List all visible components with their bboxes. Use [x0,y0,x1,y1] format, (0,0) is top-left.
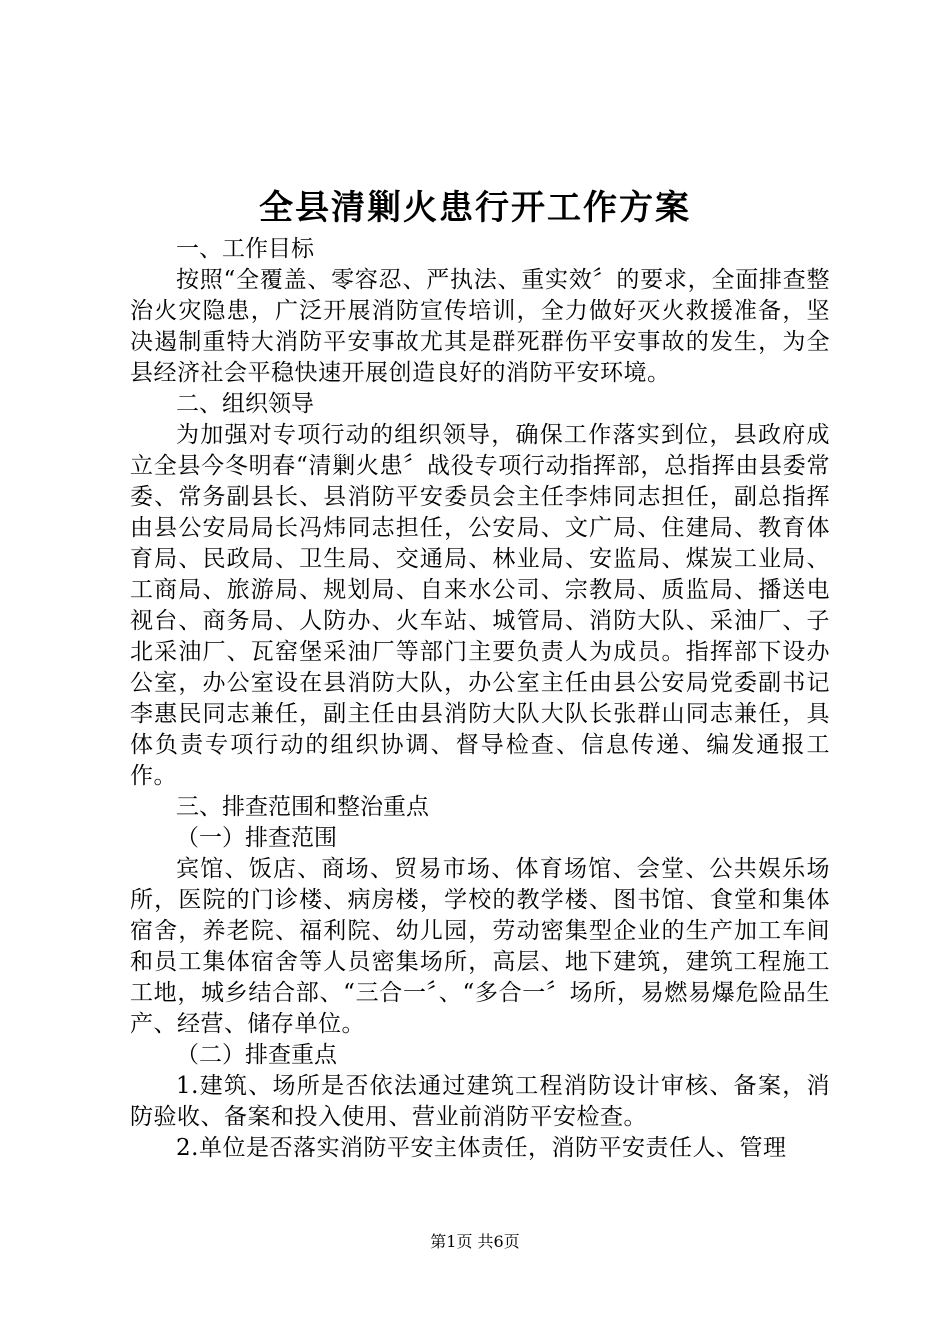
subsection-heading-scope: （一）排查范围 [176,825,337,851]
document-body [130,234,830,1164]
paragraph-focus-item-2: 2.单位是否落实消防平安主体责任，消防平安责任人、管理 [176,1135,787,1161]
section-heading-leadership: 二、组织领导 [176,391,314,417]
paragraph-scope: 宾馆、饭店、商场、贸易市场、体育场馆、会堂、公共娱乐场所，医院的门诊楼、病房楼，学校的教学楼、图书馆、食堂和集体宿舍，养老院、福利院、幼儿园，劳动密集型企业的生产加工车间和员工集体宿舍等人员密集场所，高层、地下建筑，建筑工程施工工地，城乡结合部、“三合一〞、“多合一〞场所，易燃易爆危险品生产、经营、储存单位。 [130,856,830,1037]
paragraph-leadership: 为加强对专项行动的组织领导，确保工作落实到位，县政府成立全县今冬明春“清剿火患〞战役专项行动指挥部，总指挥由县委常委、常务副县长、县消防平安委员会主任李炜同志担任，副总指挥由县公安局局长冯炜同志担任，公安局、文广局、住建局、教育体育局、民政局、卫生局、交通局、林业局、安监局、煤炭工业局、工商局、旅游局、规划局、自来水公司、宗教局、质监局、播送电视台、商务局、人防办、火车站、城管局、消防大队、采油厂、子北采油厂、瓦窑堡采油厂等部门主要负责人为成员。指挥部下设办公室，办公室设在县消防大队，办公室主任由县公安局党委副书记李惠民同志兼任，副主任由县消防大队大队长张群山同志兼任，具体负责专项行动的组织协调、督导检查、信息传递、编发通报工作。 [130,422,830,789]
section-heading-scope: 三、排查范围和整治重点 [176,794,429,820]
paragraph-focus-item-1: 1.建筑、场所是否依法通过建筑工程消防设计审核、备案，消防验收、备案和投入使用、营业前消防平安检查。 [130,1073,830,1130]
page-number-footer: 第1页 共6页 [430,1232,520,1251]
paragraph-goals: 按照“全覆盖、零容忍、严执法、重实效〞的要求，全面排查整治火灾隐患，广泛开展消防宣传培训，全力做好灭火救援准备，坚决遏制重特大消防平安事故尤其是群死群伤平安事故的发生，为全县经济社会平稳快速开展创造良好的消防平安环境。 [130,267,830,386]
document-title: 全县清剿火患行开工作方案 [259,188,691,228]
section-heading-goals: 一、工作目标 [176,236,314,262]
subsection-heading-focus: （二）排查重点 [176,1042,337,1068]
